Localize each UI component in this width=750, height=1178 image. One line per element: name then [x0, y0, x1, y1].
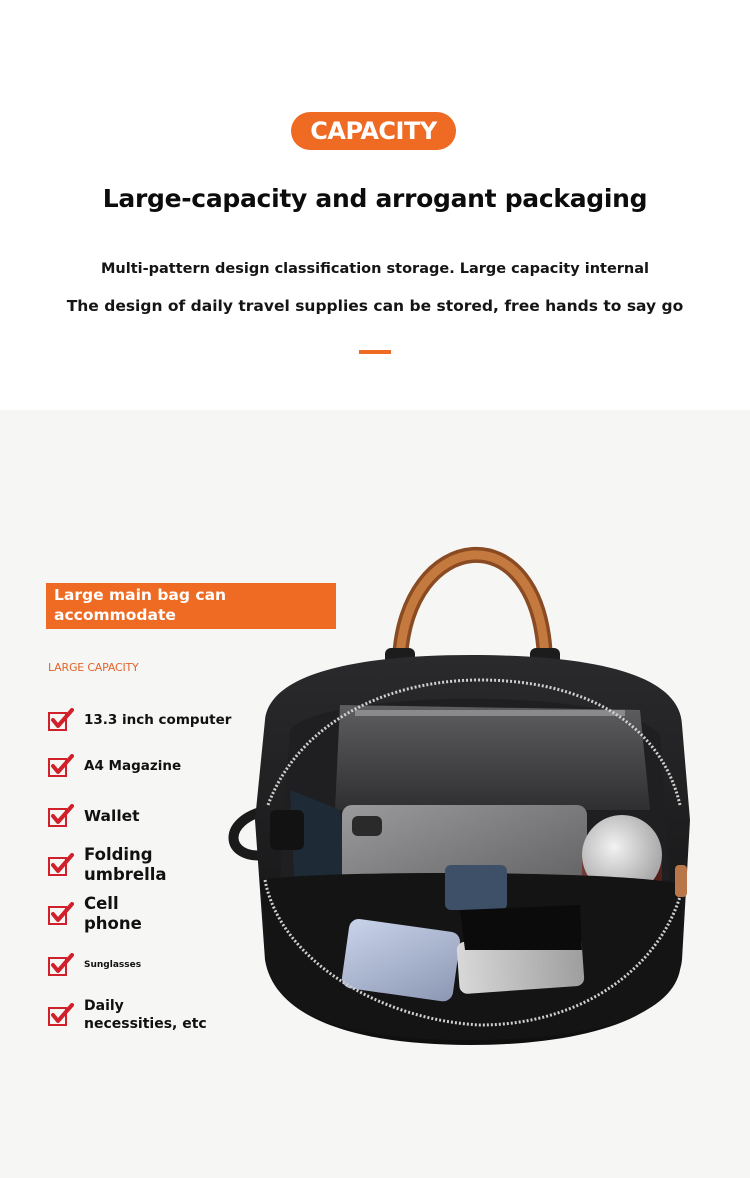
- check-icon: [48, 953, 74, 977]
- feature-item-umbrella: [48, 845, 167, 885]
- feature-line: necessities, etc: [84, 1016, 207, 1032]
- feature-label: Sunglasses: [84, 960, 142, 970]
- header-section: [0, 0, 750, 410]
- feature-item-computer: [48, 708, 231, 732]
- laptop: [335, 705, 650, 810]
- feature-label: [84, 894, 142, 934]
- handle: [400, 555, 545, 660]
- product-image: [220, 520, 720, 1060]
- subline-2: The design of daily travel supplies can be stored, free hands to say go: [66, 297, 684, 315]
- feature-line: Daily: [84, 998, 124, 1014]
- feature-label: A4 Magazine: [84, 758, 182, 774]
- feature-line: Folding: [84, 845, 153, 864]
- section-label: LARGE CAPACITY: [48, 661, 139, 674]
- feature-item-wallet: [48, 804, 140, 828]
- tag-line-2: accommodate: [54, 606, 176, 624]
- feature-item-necessities: [48, 997, 207, 1033]
- feature-label: [84, 845, 167, 885]
- feature-label: Wallet: [84, 807, 140, 825]
- accent-divider: [359, 350, 391, 354]
- feature-label: [84, 997, 207, 1033]
- check-icon: [48, 1003, 74, 1027]
- backpack-illustration: [220, 520, 720, 1060]
- subline-1: Multi-pattern design classification storage. Large capacity internal: [100, 261, 650, 277]
- check-icon: [48, 754, 74, 778]
- feature-item-sunglasses: [48, 953, 141, 977]
- feature-line: Cell: [84, 894, 119, 913]
- feature-line: phone: [84, 914, 142, 933]
- check-icon: [48, 708, 74, 732]
- check-icon: [48, 804, 74, 828]
- capacity-badge: CAPACITY: [291, 112, 456, 150]
- check-icon: [48, 902, 74, 926]
- tag-line-1: Large main bag can: [54, 586, 227, 604]
- headline: Large-capacity and arrogant packaging: [102, 184, 648, 213]
- feature-line: umbrella: [84, 865, 167, 884]
- feature-item-magazine: [48, 754, 181, 778]
- feature-item-phone: [48, 894, 142, 934]
- feature-label: 13.3 inch computer: [84, 712, 232, 728]
- check-icon: [48, 853, 74, 877]
